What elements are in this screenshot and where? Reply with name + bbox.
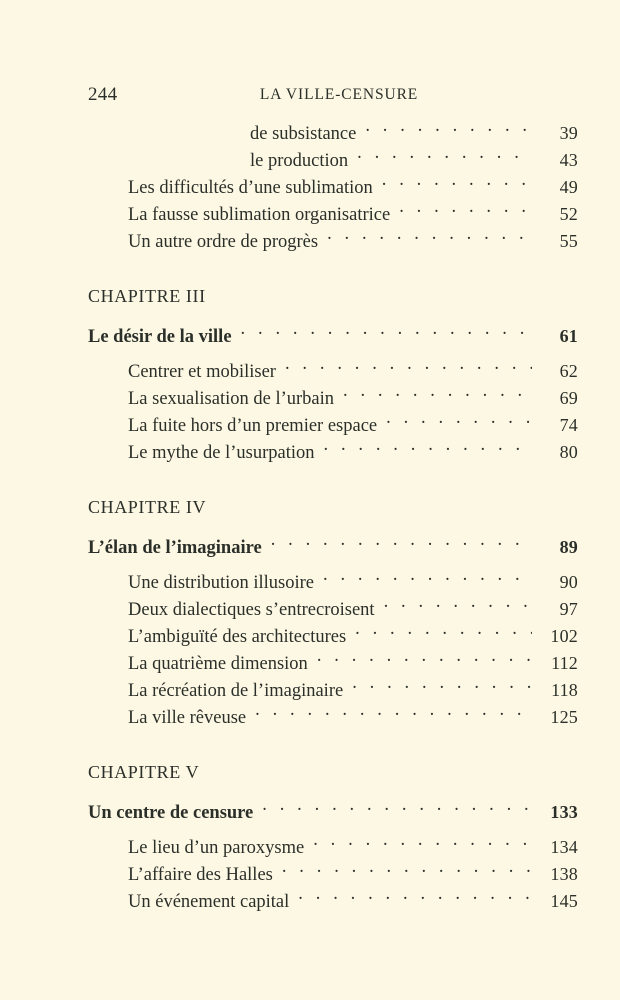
toc-dot-leader <box>313 835 532 854</box>
toc-entry-page-number: 125 <box>550 707 578 727</box>
toc-entry[interactable] <box>0 385 620 412</box>
toc-entry-label: La fuite hors d’un premier espace <box>128 416 378 436</box>
toc-entry-label: La quatrième dimension <box>128 654 308 674</box>
chapter-label: CHAPITRE V <box>88 762 200 782</box>
toc-dot-leader <box>327 229 532 248</box>
toc-entry[interactable] <box>0 596 620 623</box>
toc-entry-page-number: 89 <box>559 537 578 557</box>
toc-section-gap <box>0 466 620 494</box>
toc-entry-label: de subsistance <box>250 124 357 144</box>
toc-entry-label: Deux dialectiques s’entrecroisent <box>128 600 375 620</box>
toc-entry-page-number: 138 <box>550 864 578 884</box>
toc-dot-leader <box>386 413 532 432</box>
toc-dot-leader <box>255 705 532 724</box>
toc-entry-label: Les difficultés d’une sublimation <box>128 178 373 198</box>
toc-entry-page-number: 61 <box>559 326 578 346</box>
chapter-label-gap <box>0 520 620 534</box>
toc-dot-leader <box>365 121 532 140</box>
toc-dot-leader <box>285 359 532 378</box>
toc-entry-label: La sexualisation de l’urbain <box>128 389 335 409</box>
toc-entry-label: Un autre ordre de progrès <box>128 232 319 252</box>
chapter-title-gap <box>0 350 620 358</box>
toc-entry-page-number: 52 <box>559 204 578 224</box>
toc-dot-leader <box>317 651 532 670</box>
toc-dot-leader <box>399 202 532 221</box>
toc-entry-page-number: 43 <box>559 150 578 170</box>
chapter-label: CHAPITRE III <box>88 286 206 306</box>
toc-entry-page-number: 145 <box>550 891 578 911</box>
toc-entry[interactable] <box>0 861 620 888</box>
toc-entry[interactable] <box>0 358 620 385</box>
toc-entry[interactable] <box>0 228 620 255</box>
toc-section-gap <box>0 731 620 759</box>
toc-entry-page-number: 134 <box>550 837 578 857</box>
toc-entry-page-number: 80 <box>559 442 578 462</box>
toc-dot-leader <box>262 800 532 819</box>
toc-entry[interactable] <box>0 650 620 677</box>
toc-dot-leader <box>271 535 532 554</box>
toc-dot-leader <box>382 175 532 194</box>
table-of-contents <box>0 120 620 915</box>
toc-entry[interactable] <box>0 677 620 704</box>
toc-entry-label: La fausse sublimation organisatrice <box>128 205 391 225</box>
toc-entry[interactable] <box>0 147 620 174</box>
toc-entry[interactable] <box>0 834 620 861</box>
toc-chapter-title-entry[interactable] <box>0 799 620 826</box>
page-folio: 244 <box>88 84 118 105</box>
toc-entry-page-number: 133 <box>550 802 578 822</box>
toc-entry-page-number: 97 <box>559 599 578 619</box>
toc-dot-leader <box>324 440 533 459</box>
toc-entry-label: La ville rêveuse <box>128 708 247 728</box>
toc-entry-page-number: 39 <box>559 123 578 143</box>
toc-entry-label: Le mythe de l’usurpation <box>128 443 315 463</box>
toc-entry-page-number: 69 <box>559 388 578 408</box>
chapter-label: CHAPITRE IV <box>88 497 207 517</box>
toc-entry-label: L’ambiguïté des architectures <box>128 627 347 647</box>
toc-entry-page-number: 62 <box>559 361 578 381</box>
running-head-title: LA VILLE-CENSURE <box>259 86 419 103</box>
toc-section-gap <box>0 255 620 283</box>
toc-chapter-title-entry[interactable] <box>0 323 620 350</box>
toc-entry-label: Un centre de censure <box>88 803 254 823</box>
toc-entry-page-number: 74 <box>559 415 578 435</box>
toc-entry[interactable] <box>0 439 620 466</box>
toc-entry-page-number: 55 <box>559 231 578 251</box>
toc-dot-leader <box>298 889 532 908</box>
toc-dot-leader <box>323 570 532 589</box>
toc-dot-leader <box>343 386 532 405</box>
toc-entry-label: Un événement capital <box>128 892 290 912</box>
toc-entry[interactable] <box>0 888 620 915</box>
toc-entry-label: Le lieu d’un paroxysme <box>128 838 305 858</box>
toc-entry-page-number: 118 <box>551 680 578 700</box>
toc-entry-page-number: 112 <box>551 653 578 673</box>
toc-dot-leader <box>355 624 532 643</box>
toc-entry-label: L’affaire des Halles <box>128 865 273 885</box>
toc-entry[interactable] <box>0 174 620 201</box>
toc-entry[interactable] <box>0 569 620 596</box>
toc-entry-page-number: 102 <box>550 626 578 646</box>
toc-entry-label: le production <box>250 151 349 171</box>
running-head <box>0 83 620 107</box>
toc-dot-leader <box>282 862 532 881</box>
toc-entry-page-number: 49 <box>559 177 578 197</box>
toc-entry[interactable] <box>0 201 620 228</box>
chapter-title-gap <box>0 826 620 834</box>
toc-entry-label: La récréation de l’imaginaire <box>128 681 344 701</box>
chapter-label-gap <box>0 785 620 799</box>
toc-entry[interactable] <box>0 412 620 439</box>
toc-dot-leader <box>384 597 532 616</box>
toc-dot-leader <box>357 148 532 167</box>
toc-chapter-title-entry[interactable] <box>0 534 620 561</box>
toc-dot-leader <box>241 324 532 343</box>
chapter-label-gap <box>0 309 620 323</box>
chapter-title-gap <box>0 561 620 569</box>
toc-dot-leader <box>352 678 532 697</box>
toc-entry-label: Le désir de la ville <box>88 327 232 347</box>
toc-entry[interactable] <box>0 704 620 731</box>
toc-entry-label: Une distribution illusoire <box>128 573 315 593</box>
toc-entry[interactable] <box>0 623 620 650</box>
toc-entry-page-number: 90 <box>559 572 578 592</box>
toc-entry-label: L’élan de l’imaginaire <box>88 538 262 558</box>
toc-entry[interactable] <box>0 120 620 147</box>
toc-entry-label: Centrer et mobiliser <box>128 362 276 382</box>
